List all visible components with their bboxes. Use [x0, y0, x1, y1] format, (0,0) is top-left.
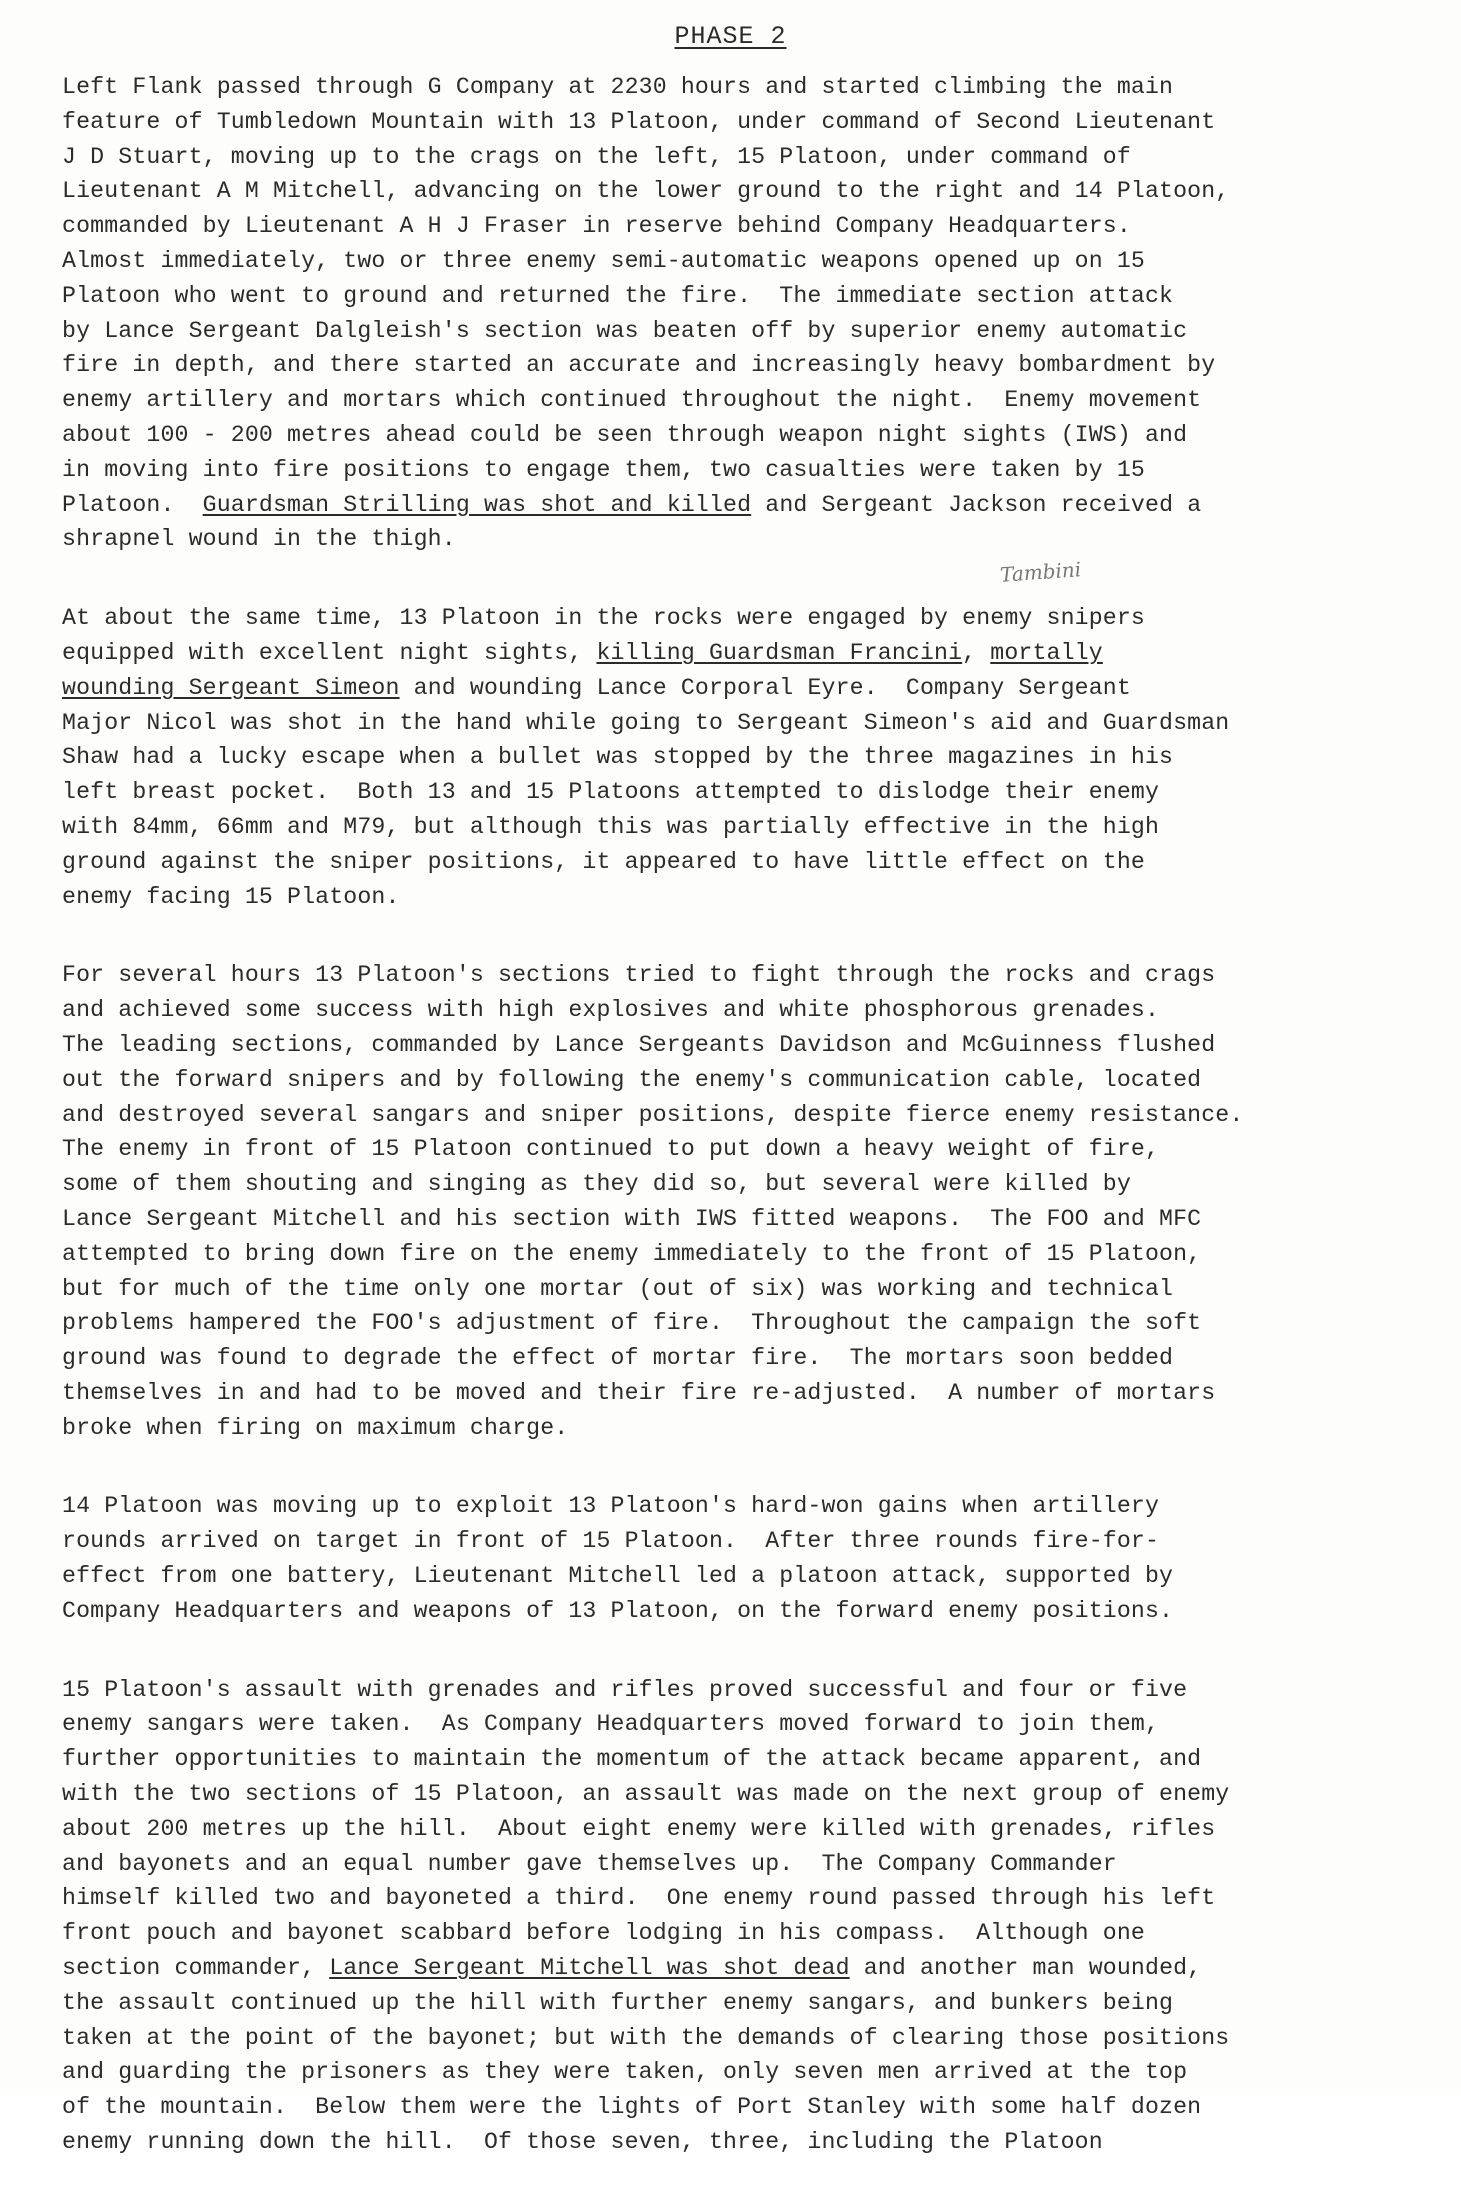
text-line — [62, 810, 1422, 845]
paragraph — [62, 1673, 1422, 2160]
text-line — [62, 140, 1422, 175]
text-segment: Left Flank passed through G Company at 2230 hours and started climbing the main — [62, 74, 1174, 100]
paragraph — [62, 70, 1422, 557]
text-line — [62, 1411, 1422, 1446]
text-line — [62, 1742, 1422, 1777]
text-segment: taken at the point of the bayonet; but with the demands of clearing those positions — [62, 2024, 1230, 2051]
text-line — [62, 671, 1422, 706]
text-segment: section commander, — [62, 1955, 330, 1982]
text-segment: Shaw had a lucky escape when a bullet was stopped by the three magazines in his — [62, 744, 1174, 771]
text-segment: further opportunities to maintain the momentum of the attack became apparent, and — [62, 1746, 1202, 1773]
text-segment: The leading sections, commanded by Lance Sergeants Davidson and McGuinness flushed — [62, 1031, 1216, 1058]
text-line — [62, 1559, 1422, 1594]
text-line — [62, 1594, 1422, 1629]
text-segment: the assault continued up the hill with further enemy sangars, and bunkers being — [62, 1989, 1174, 2016]
text-line — [62, 775, 1422, 810]
text-line — [62, 453, 1422, 488]
text-segment: left breast pocket. Both 13 and 15 Platoons attempted to dislodge their enemy — [62, 779, 1160, 806]
text-line — [62, 1341, 1422, 1376]
text-line — [62, 105, 1422, 140]
text-segment: enemy sangars were taken. As Company Headquarters moved forward to join them, — [62, 1711, 1160, 1738]
text-line — [62, 845, 1422, 880]
text-line — [62, 601, 1422, 636]
page-title-text: PHASE 2 — [674, 22, 787, 51]
text-segment: attempted to bring down fire on the enemy immediately to the front of 15 Platoon, — [62, 1240, 1202, 1267]
text-segment: out the forward snipers and by following the enemy's communication cable, located — [62, 1066, 1202, 1093]
text-segment: fire in depth, and there started an accurate and increasingly heavy bombardment by — [62, 352, 1216, 379]
text-line — [62, 1306, 1422, 1341]
text-segment: effect from one battery, Lieutenant Mitchell led a platoon attack, supported by — [62, 1563, 1174, 1590]
text-line — [62, 2021, 1422, 2056]
text-segment: by Lance Sergeant Dalgleish's section was beaten off by superior enemy automatic — [62, 317, 1188, 344]
text-line — [62, 1812, 1422, 1847]
text-segment: of the mountain. Below them were the lights of Port Stanley with some half dozen — [62, 2094, 1202, 2121]
text-line — [62, 1916, 1422, 1951]
text-line — [62, 1489, 1422, 1524]
text-line — [62, 880, 1422, 915]
text-segment: Platoon who went to ground and returned the fire. The immediate section attack — [62, 282, 1174, 309]
text-segment: Company Headquarters and weapons of 13 Platoon, on the forward enemy positions. — [62, 1597, 1174, 1624]
text-line — [62, 383, 1422, 418]
text-line — [62, 1132, 1422, 1167]
text-segment: ground was found to degrade the effect of mortar fire. The mortars soon bedded — [62, 1345, 1174, 1372]
text-segment: and achieved some success with high explosives and white phosphorous grenades. — [62, 997, 1160, 1024]
text-segment: enemy artillery and mortars which continued throughout the night. Enemy movement — [62, 387, 1202, 414]
paragraph — [62, 958, 1422, 1445]
text-segment: and bayonets and an equal number gave themselves up. The Company Commander — [62, 1850, 1117, 1877]
text-segment: 15 Platoon's assault with grenades and rifles proved successful and four or five — [62, 1676, 1188, 1703]
text-segment: commanded by Lieutenant A H J Fraser in reserve behind Company Headquarters. — [62, 213, 1131, 240]
document-body — [62, 70, 1422, 2204]
text-segment: about 100 - 200 metres ahead could be seen through weapon night sights (IWS) and — [62, 421, 1188, 448]
paragraph — [62, 601, 1422, 914]
text-line — [62, 1237, 1422, 1272]
text-segment: Lieutenant A M Mitchell, advancing on the lower ground to the right and 14 Platoon, — [62, 178, 1230, 205]
text-segment: front pouch and bayonet scabbard before lodging in his compass. Although one — [62, 1920, 1145, 1947]
text-segment: For several hours 13 Platoon's sections tried to fight through the rocks and crags — [62, 962, 1216, 989]
text-segment: At about the same time, 13 Platoon in the rocks were engaged by enemy snipers — [62, 605, 1145, 632]
text-segment: enemy facing 15 Platoon. — [62, 883, 400, 910]
text-line — [62, 740, 1422, 775]
text-segment: themselves in and had to be moved and their fire re-adjusted. A number of mortars — [62, 1379, 1216, 1406]
text-line — [62, 2125, 1422, 2160]
text-segment: rounds arrived on target in front of 15 Platoon. After three rounds fire-for- — [62, 1528, 1160, 1555]
text-segment: ground against the sniper positions, it appeared to have little effect on the — [62, 848, 1145, 875]
text-line — [62, 1524, 1422, 1559]
text-segment: Major Nicol was shot in the hand while going to Sergeant Simeon's aid and Guardsman — [62, 709, 1230, 736]
text-segment: equipped with excellent night sights, — [62, 639, 597, 666]
text-line — [62, 1376, 1422, 1411]
text-segment: but for much of the time only one mortar (out of six) was working and technical — [62, 1275, 1174, 1302]
text-segment: shrapnel wound in the thigh. — [62, 526, 456, 553]
text-line — [62, 418, 1422, 453]
text-line — [62, 1777, 1422, 1812]
text-segment: with the two sections of 15 Platoon, an assault was made on the next group of enemy — [62, 1781, 1230, 1808]
text-segment: himself killed two and bayoneted a third. One enemy round passed through his left — [62, 1885, 1216, 1912]
underlined-text: Guardsman Strilling was shot and killed — [202, 491, 752, 518]
text-segment: J D Stuart, moving up to the crags on the left, 15 Platoon, under command of — [62, 143, 1131, 170]
text-segment: 14 Platoon was moving up to exploit 13 Platoon's hard-won gains when artillery — [62, 1493, 1160, 1520]
text-line — [62, 958, 1422, 993]
text-segment: with 84mm, 66mm and M79, but although this was partially effective in the high — [62, 813, 1160, 840]
text-line — [62, 1673, 1422, 1708]
text-segment: and guarding the prisoners as they were taken, only seven men arrived at the top — [62, 2059, 1188, 2086]
underlined-text: Lance Sergeant Mitchell was shot dead — [329, 1955, 850, 1982]
text-line — [62, 209, 1422, 244]
text-line — [62, 993, 1422, 1028]
handwritten-margin-note: Tambini — [999, 557, 1082, 587]
text-line — [62, 1167, 1422, 1202]
text-line — [62, 1986, 1422, 2021]
text-line — [62, 279, 1422, 314]
text-segment: feature of Tumbledown Mountain with 13 Platoon, under command of Second Lieutenant — [62, 108, 1216, 135]
text-segment: and another man wounded, — [849, 1955, 1202, 1982]
paragraph — [62, 1489, 1422, 1628]
text-line — [62, 348, 1422, 383]
text-segment: in moving into fire positions to engage them, two casualties were taken by 15 — [62, 456, 1145, 483]
text-line — [62, 636, 1422, 671]
text-line — [62, 70, 1422, 105]
text-line — [62, 1202, 1422, 1237]
text-line — [62, 1847, 1422, 1882]
text-line — [62, 314, 1422, 349]
text-line — [62, 1272, 1422, 1307]
text-segment: The enemy in front of 15 Platoon continued to put down a heavy weight of fire, — [62, 1136, 1160, 1163]
text-line — [62, 1707, 1422, 1742]
text-segment: broke when firing on maximum charge. — [62, 1414, 569, 1441]
underlined-text: wounding Sergeant Simeon — [62, 674, 400, 701]
underlined-text: killing Guardsman Francini — [596, 639, 963, 666]
text-line — [62, 1881, 1422, 1916]
text-segment: enemy running down the hill. Of those seven, three, including the Platoon — [62, 2129, 1103, 2156]
text-line — [62, 244, 1422, 279]
text-segment: problems hampered the FOO's adjustment of fire. Throughout the campaign the soft — [62, 1310, 1202, 1337]
text-segment: and Sergeant Jackson received a — [751, 491, 1202, 518]
text-segment: Lance Sergeant Mitchell and his section with IWS fitted weapons. The FOO and MFC — [62, 1205, 1202, 1232]
text-line — [62, 522, 1422, 557]
text-segment: Almost immediately, two or three enemy semi-automatic weapons opened up on 15 — [62, 247, 1145, 274]
text-segment: and wounding Lance Corporal Eyre. Company Sergeant — [399, 674, 1131, 701]
text-line — [62, 174, 1422, 209]
text-line — [62, 1063, 1422, 1098]
text-line — [62, 488, 1422, 523]
text-line — [62, 1951, 1422, 1986]
text-segment: and destroyed several sangars and sniper positions, despite fierce enemy resistance. — [62, 1101, 1244, 1128]
underlined-text: mortally — [990, 639, 1103, 666]
text-segment: some of them shouting and singing as they did so, but several were killed by — [62, 1171, 1131, 1198]
text-segment: about 200 metres up the hill. About eight enemy were killed with grenades, rifles — [62, 1815, 1216, 1842]
text-line — [62, 706, 1422, 741]
text-segment: Platoon. — [62, 491, 203, 518]
text-line — [62, 1098, 1422, 1133]
page-title — [0, 22, 1461, 51]
text-line — [62, 2090, 1422, 2125]
text-line — [62, 1028, 1422, 1063]
text-segment: , — [962, 639, 991, 666]
text-line — [62, 2055, 1422, 2090]
